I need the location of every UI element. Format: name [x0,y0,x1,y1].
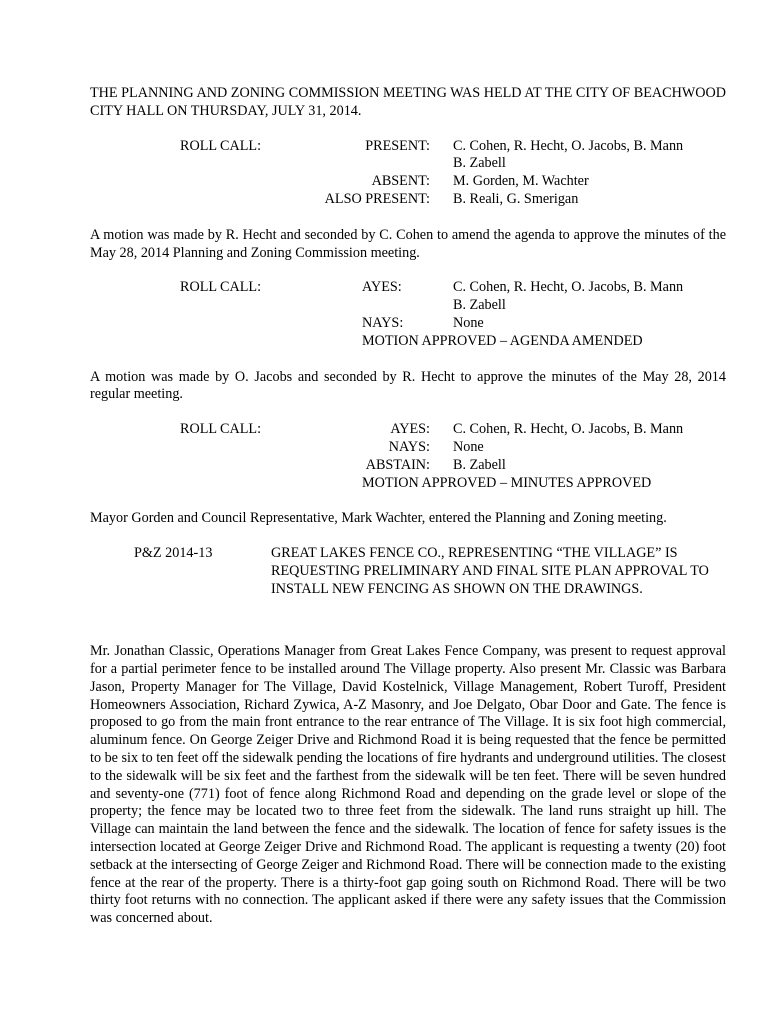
also-present-label: ALSO PRESENT: [324,190,430,207]
nays-label: NAYS: [362,314,404,331]
absent-names: M. Gorden, M. Wachter [453,173,589,190]
present-label: PRESENT: [365,137,430,154]
nays-names: None [453,438,484,455]
body-paragraph: Mr. Jonathan Classic, Operations Manager from Great Lakes Fence Company, was present to request approval for a partial perimeter fence to be installed around The Village property. Also present Mr. Classic was Barbara Jason, Property Manager for The Village, David Kostelnick, Village Management, Robert Turoff, President Homeowners Association, Richard Zywica, A-Z Masonry, and Joe Delgato, Obar Door and Gate. The fence is proposed to go from the main front entrance to the rear entrance of The Village. It is six foot high commercial, aluminum fence. On George Zeiger Drive and Richmond Road it is being requested that the fence be permitted to be six to ten feet off the sidewalk pending the locations of fire hydrants and underground utilities. The closest to the sidewalk will be six feet and the farthest from the sidewalk will be ten feet. There will be seven hundred and seventy-one (771) foot of fence along Richmond Road and depending on the grade level or slope of the property; the fence may be located two to three feet from the sidewalk. The land runs straight up hill. The Village can maintain the land between the fence and the sidewalk. The location of fence for safety issues is the intersection located at George Zeiger Drive and Richmond Road. The applicant is requesting a twenty (20) foot setback at the intersecting of George Zeiger and Richmond Road. There will be connection made to the existing fence at the rear of the property. There is a thirty-foot gap going south on Richmond Road. There will be two thirty foot returns with no connection. The applicant asked if there were any safety issues that the Commission was concerned about. [90,643,726,927]
arrival-note: Mayor Gorden and Council Representative, Mark Wachter, entered the Planning and Zoning meeting. [90,510,667,527]
nays-names: None [453,314,484,331]
meeting-header: THE PLANNING AND ZONING COMMISSION MEETING WAS HELD AT THE CITY OF BEACHWOOD CITY HALL ON THURSDAY, JULY 31, 2014. [90,85,726,119]
motion-1-roll-call [90,279,726,350]
agenda-item-title: GREAT LAKES FENCE CO., REPRESENTING “THE VILLAGE” IS REQUESTING PRELIMINARY AND FINAL SITE PLAN APPROVAL TO INSTALL NEW FENCING AS SHOWN ON THE DRAWINGS. [271,545,709,597]
present-names-1: C. Cohen, R. Hecht, O. Jacobs, B. Mann [453,137,684,154]
abstain-names: B. Zabell [453,456,506,473]
ayes-label: AYES: [390,421,430,438]
attendance-roll-call [90,138,726,209]
motion-2-roll-call [90,421,726,492]
also-present-names: B. Reali, G. Smerigan [453,190,579,207]
motion-1-text: A motion was made by R. Hecht and seconded by C. Cohen to amend the agenda to approve the minutes of the May 28, 2014 Planning and Zoning Commission meeting. [90,226,726,261]
ayes-label: AYES: [362,279,402,296]
ayes-names: C. Cohen, R. Hecht, O. Jacobs, B. Mann [453,421,684,438]
roll-call-title: ROLL CALL: [180,137,262,154]
nays-label: NAYS: [388,438,430,455]
ayes-names-2: B. Zabell [453,297,506,314]
motion-2-text: A motion was made by O. Jacobs and seconded by R. Hecht to approve the minutes of the May 28, 2014 regular meeting. [90,368,726,403]
ayes-names-1: C. Cohen, R. Hecht, O. Jacobs, B. Mann [453,279,684,296]
agenda-item [90,545,726,599]
present-names-2: B. Zabell [453,155,506,172]
motion-result: MOTION APPROVED – AGENDA AMENDED [362,332,643,349]
document-page [90,85,726,928]
roll-call-title: ROLL CALL: [180,279,262,296]
abstain-label: ABSTAIN: [365,456,430,473]
absent-label: ABSENT: [371,173,430,190]
agenda-item-number: P&Z 2014-13 [134,545,213,562]
roll-call-title: ROLL CALL: [180,421,262,438]
motion-result: MOTION APPROVED – MINUTES APPROVED [362,474,652,491]
